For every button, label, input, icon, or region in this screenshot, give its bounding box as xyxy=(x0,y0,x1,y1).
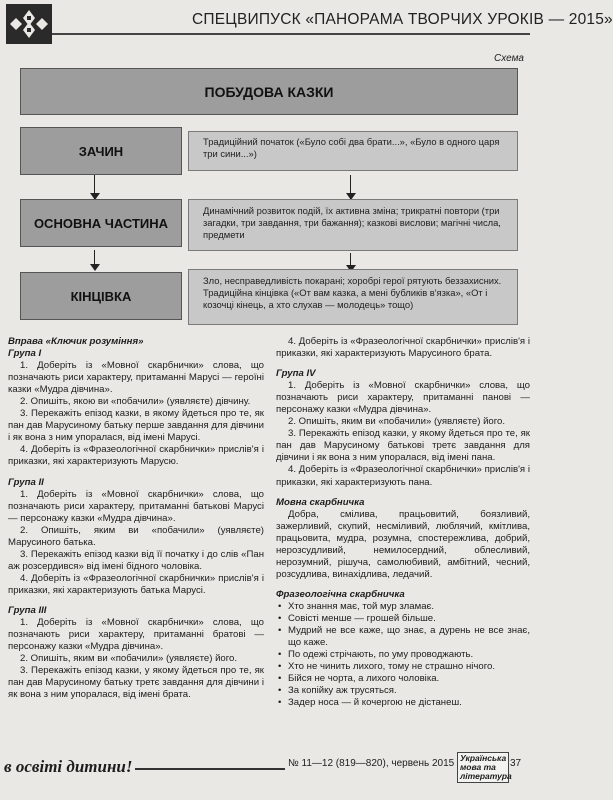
task-text: 3. Перекажіть епізод казки від її початку і до слів «Пан аж розсердився» від імені бідного чоловіка. xyxy=(8,548,264,572)
proverb-item: • Бійся не чорта, а лихого чоловіка. xyxy=(276,673,530,685)
right-column xyxy=(276,336,530,709)
ornament-logo-icon xyxy=(6,4,52,44)
publication-logo: Українська мова та література xyxy=(457,752,509,783)
stage-ending: КІНЦІВКА xyxy=(20,272,182,320)
task-text: 2. Опишіть, яким ви «побачили» (уявляєте) Марусиного батька. xyxy=(8,524,264,548)
header-title: СПЕЦВИПУСК «ПАНОРАМА ТВОРЧИХ УРОКІВ — 2015» xyxy=(192,11,613,28)
task-text: 2. Опишіть, яким ви «побачили» (уявляєте) його. xyxy=(20,653,238,665)
task-text: 3. Перекажіть епізод казки, в якому йдеться про те, як пан дав Марусиному батьку перше завдання для дівчини і як вона з ним упоралася, від імені Марусі. xyxy=(8,408,264,444)
proverb-item: • Совісті менше — грошей більше. xyxy=(276,613,530,625)
proverb-item: • Хто не чинить лихого, тому не страшно нічого. xyxy=(276,661,530,673)
task-text: 2. Опишіть, якою ви «побачили» (уявляєте) дівчину. xyxy=(20,396,251,408)
task-text: 3. Перекажіть епізод казки, у якому йдеться про те, як пан дав Марусиному батькові третє завдання для дівчини і як вона з ним упоралася, від імені пана. xyxy=(276,428,530,464)
stage-intro-description: Традиційний початок («Було собі два брати...», «Було в одного царя три сини...») xyxy=(188,131,518,171)
page-number: 37 xyxy=(510,758,522,769)
task-text: 4. Доберіть із «Фразеологічної скарбнички» прислів'я і приказки, які характеризують Марусю. xyxy=(8,444,264,468)
group-title: Група IV xyxy=(276,368,316,380)
proverb-item: • Хто знання має, той мур зламає. xyxy=(276,601,530,613)
stage-ending-description: Зло, несправедливість покарані; хоробрі герої рятують беззахисних. Традиційна кінцівка («От вам казка, а мені бубликів в'язка», «От і козочці кінець, а хто слухав — молодець» тощо) xyxy=(188,269,518,325)
language-box-words: Добра, смілива, працьовитий, боязливий, зажерливий, скупий, несміливий, люблячий, кмітлива, працьовита, мудра, розумна, спостережлива, добрий, нерозсудливий, немилосердний, облесливий, нерозумний, рішуча, самолюбивий, амбітний, чесний, розсудлива, винахідлива, ледачий. xyxy=(276,508,530,580)
diagram-title: ПОБУДОВА КАЗКИ xyxy=(20,68,518,115)
task-text: 4. Доберіть із «Фразеологічної скарбнички» прислів'я і приказки, які характеризують Марусиного брата. xyxy=(276,336,530,360)
task-text: 1. Доберіть із «Мовної скарбнички» слова, що позначають риси характеру, притаманні Марусі — героїні казки «Мудра дівчина». xyxy=(8,360,264,396)
task-text: 2. Опишіть, яким ви «побачили» (уявляєте) його. xyxy=(288,416,506,428)
phrase-box-title: Фразеологічна скарбничка xyxy=(276,588,405,600)
footer-divider xyxy=(135,768,285,770)
task-text: 4. Доберіть із «Фразеологічної скарбнички» прислів'я і приказки, які характеризують батька Марусі. xyxy=(8,572,264,596)
group-title: Група ІІ xyxy=(8,476,44,488)
proverb-item: • Задер носа — й кочергою не дістанеш. xyxy=(276,697,530,709)
task-text: 1. Доберіть із «Мовної скарбнички» слова, що позначають риси характеру, притаманні братові — персонажу казки «Мудра дівчина». xyxy=(8,617,264,653)
task-text: 4. Доберіть із «Фразеологічної скарбнички» прислів'я і приказки, які характеризують пана. xyxy=(276,464,530,488)
proverb-item: • Мудрий не все каже, що знає, а дурень не все знає, що каже. xyxy=(276,625,530,649)
footer-slogan: в освіті дитини! xyxy=(4,757,133,776)
language-box-title: Мовна скарбничка xyxy=(276,496,365,508)
arrow-down-icon xyxy=(350,175,351,199)
task-text: 1. Доберіть із «Мовної скарбнички» слова, що позначають риси характеру, притаманні батькові Марусі — персонажу казки «Мудра дівчина». xyxy=(8,488,264,524)
issue-number: № 11—12 (819—820), червень 2015 xyxy=(288,758,455,769)
arrow-down-icon xyxy=(94,250,95,270)
stage-intro: ЗАЧИН xyxy=(20,127,182,175)
schema-label: Схема xyxy=(494,53,524,64)
left-column xyxy=(8,336,264,701)
arrow-down-icon xyxy=(94,175,95,199)
proverb-item: • По одежі стрічають, по уму проводжають. xyxy=(276,649,530,661)
exercise-title: Вправа «Ключик розуміння» xyxy=(8,336,144,347)
proverb-item: • За копійку аж трусяться. xyxy=(276,685,530,697)
stage-main-description: Динамічний розвиток подій, їх активна зміна; трикратні повтори (три загадки, три завдання, три бажання); казкові вислови; магічні числа, предмети xyxy=(188,199,518,251)
group-title: Група І xyxy=(8,348,42,360)
stage-main: ОСНОВНА ЧАСТИНА xyxy=(20,199,182,247)
task-text: 1. Доберіть із «Мовної скарбнички» слова, що позначають риси характеру, притаманні панові — персонажу казки «Мудра дівчина». xyxy=(276,380,530,416)
header-divider xyxy=(52,33,530,35)
group-title: Група ІІІ xyxy=(8,604,47,616)
task-text: 3. Перекажіть епізод казки, у якому йдеться про те, як пан дав Марусиному батьку третє завдання для дівчини і як вона з ним упоралася, від імені брата. xyxy=(8,665,264,701)
